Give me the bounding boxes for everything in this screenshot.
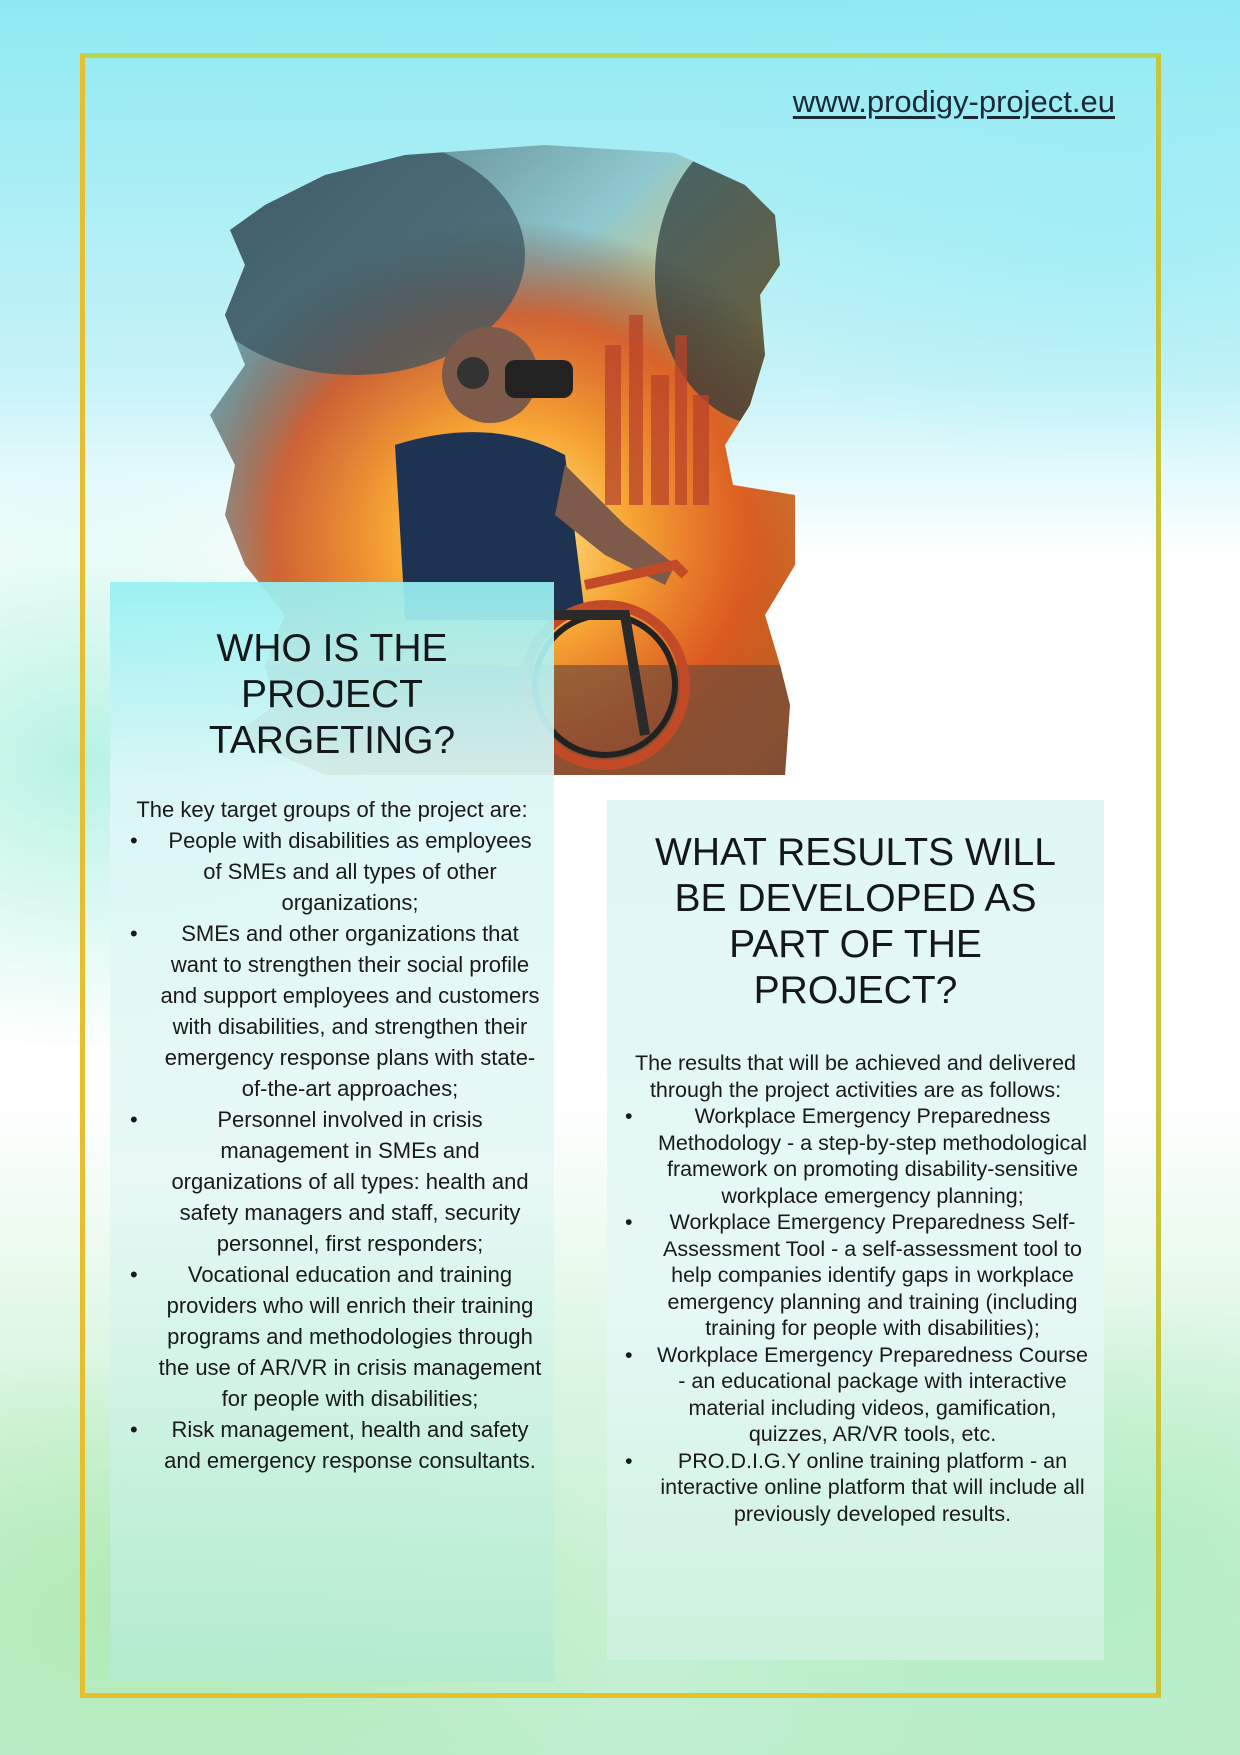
target-groups-list	[122, 825, 542, 1476]
results-title: WHAT RESULTS WILL BE DEVELOPED AS PART OF THE PROJECT?	[655, 831, 1056, 1013]
list-item: • Workplace Emergency Preparedness Course - an educational package with interactive material including videos, gamification, quizzes, AR/VR tools, etc.	[625, 1342, 1088, 1447]
list-item: • SMEs and other organizations that want to strengthen their social profile and support employees and customers with disabilities, and strengthen their emergency response plans with state-of-the-art approaches;	[122, 918, 542, 1104]
bullet-icon: •	[625, 1210, 633, 1235]
list-item: • Risk management, health and safety and emergency response consultants.	[122, 1414, 542, 1476]
bullet-icon: •	[130, 1417, 138, 1443]
target-groups-title: WHO IS THE PROJECT TARGETING?	[208, 627, 456, 763]
target-groups-panel	[110, 582, 554, 1682]
results-list	[617, 1103, 1094, 1527]
bullet-icon: •	[625, 1342, 633, 1367]
list-item: • Workplace Emergency Preparedness Self-Assessment Tool - a self-assessment tool to help companies identify gaps in workplace emergency planning and training (including training for people with disabilities);	[625, 1210, 1083, 1341]
list-item: • People with disabilities as employees of SMEs and all types of other organizations;	[122, 825, 542, 918]
bullet-icon: •	[625, 1104, 633, 1129]
list-item: • PRO.D.I.G.Y online training platform - an interactive online platform that will include all previously developed results.	[625, 1448, 1085, 1526]
website-link[interactable]: www.prodigy-project.eu	[792, 84, 1115, 119]
bullet-icon: •	[625, 1448, 633, 1473]
bullet-icon: •	[130, 1107, 138, 1133]
bullet-icon: •	[130, 1262, 138, 1288]
results-intro: The results that will be achieved and delivered through the project activities are as follows:	[634, 1051, 1076, 1102]
target-groups-intro: The key target groups of the project are:	[136, 797, 528, 823]
bullet-icon: •	[130, 921, 138, 947]
bullet-icon: •	[130, 828, 138, 854]
list-item: • Workplace Emergency Preparedness Methodology - a step-by-step methodological framework on promoting disability-sensitive workplace emergency planning;	[625, 1104, 1088, 1208]
list-item: • Personnel involved in crisis management in SMEs and organizations of all types: health and safety managers and staff, security personnel, first responders;	[122, 1104, 542, 1259]
results-panel	[607, 800, 1104, 1660]
list-item: • Vocational education and training providers who will enrich their training programs and methodologies through the use of AR/VR in crisis management for people with disabilities;	[122, 1259, 542, 1414]
